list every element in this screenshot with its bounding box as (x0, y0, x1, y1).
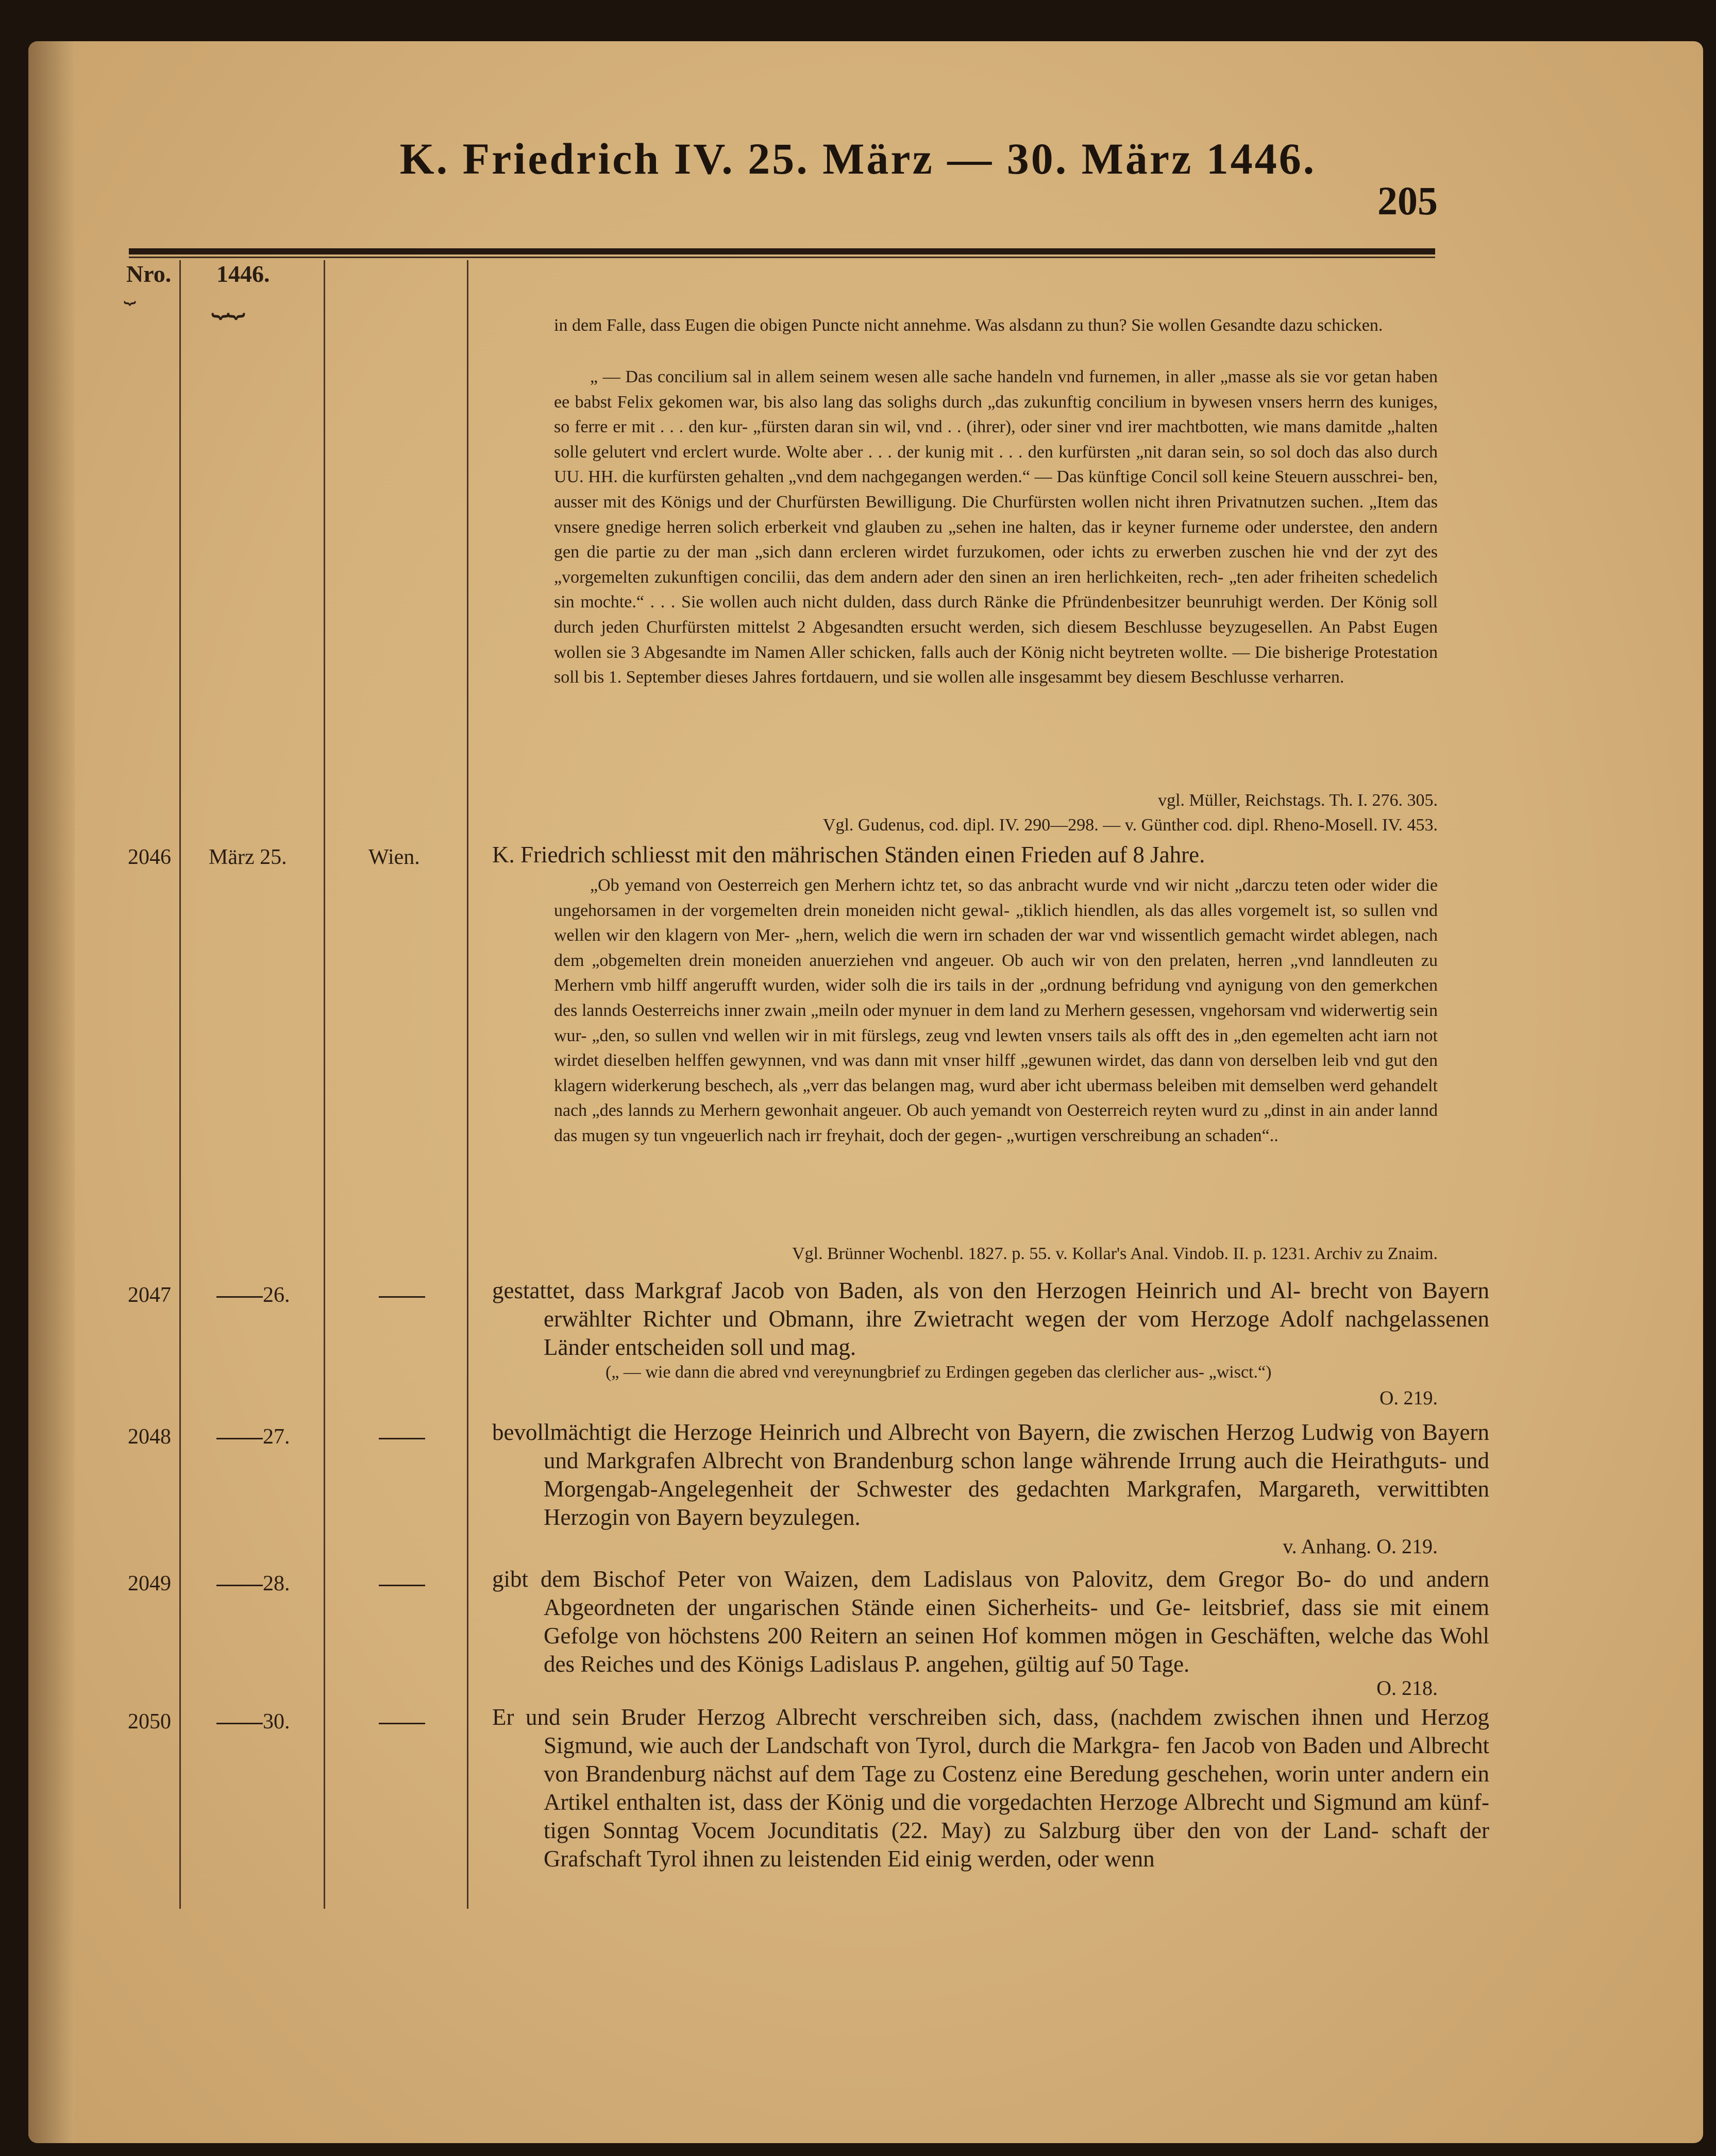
header-rule-thin (129, 257, 1435, 258)
running-title: K. Friedrich IV. 25. März — 30. März 1446. (399, 134, 1317, 183)
entry-quote: („ — wie dann die abred vnd vereynungbrief zu Erdingen gegeben das clerlicher aus- „wisct.“) (605, 1363, 1272, 1382)
entry-date: 30. (263, 1710, 290, 1734)
entry-date: 26. (263, 1283, 290, 1307)
entry-date-ditto (216, 1283, 290, 1308)
entry-date-ditto (216, 1424, 290, 1449)
entry-number: 2047 (128, 1283, 171, 1307)
entry-number: 2050 (128, 1710, 171, 1734)
continuation-ref-inline: vgl. Müller, Reichstags. Th. I. 276. 305. (1158, 791, 1438, 810)
entry-number: 2046 (128, 845, 171, 869)
year-column-header: 1446. (216, 261, 270, 287)
entry-reference: Vgl. Brünner Wochenbl. 1827. p. 55. v. Kollar's Anal. Vindob. II. p. 1231. Archiv zu Znaim. (792, 1244, 1438, 1263)
entry-quote: „Ob yemand von Oesterreich gen Merhern ichtz tet, so das anbracht wurde vnd wir nicht „darczu teten oder wider die ungehorsamen in der vorgemelten drein moneiden nicht gewal- „tiklich hiendlen, als das alles vorgemelt ist, so sullen vnd wellen wir den klagern von Mer- „hern, welich die wern irn schaden der war vnd wissentlich gemacht wirdet ablegen, nach dem „obgemelten drein moneiden anuerziehen vnd angeuer. Ob auch wir von den prelaten, herren „vnd lanndleuten zu Merhern vmb hilff angerufft wurden, wider solh die irs tails in der „ordnung befridung vnd aynigung von den gemerkchen des lannds Oesterreichs inner zwain „meiln oder mynuer in dem land zu Merhern gesessen, vngehorsam vnd widerwertig sein wur- „den, so sullen vnd wellen wir in mit fürslegs, zeug vnd lewten vnsers tails als offt des in „den egemelten acht iarn not wirdet dieselben helffen gewynnen, vnd was dann mit vnser hilff „gewunen wirdet, das dann von derselben leib vnd gut den klagern widerkerung beschech, als „verr das belangen mag, wurd aber icht ubermass beleiben mit demselben werd gehandelt nach „des lannds zu Merhern gewonhait angeuer. Ob auch yemandt von Oesterreich reyten wurd zu „dinst in ain ander lannd das mugen sy tun vngeuerlich nach irr freyhait, doch der gegen- „wurtigen verschreibung an schaden“.. (554, 876, 1438, 1145)
entry-summary: K. Friedrich schliesst mit den mährischen Ständen einen Frieden auf 8 Jahre. (492, 842, 1205, 868)
page-number: 205 (1377, 178, 1438, 223)
entry-summary: Er und sein Bruder Herzog Albrecht verschreiben sich, dass, (nachdem zwischen ihnen und Herzog Sigmund, wie auch der Landschaft von Tyrol, durch die Markgra- fen Jacob von Baden und Albrecht von Brandenburg nächst auf dem Tage zu Costenz eine Beredung geschehen, worin unter andern ein Artikel enthalten ist, dass der König und die vorgedachten Herzoge Albrecht und Sigmund am künf- tigen Sonntag Vocem Jocunditatis (22. May) zu Salzburg über den von der Land- schaft der Grafschaft Tyrol ihnen zu leistenden Eid einig werden, oder wenn (492, 1704, 1489, 1872)
nro-column-header: Nro. (126, 261, 172, 287)
entry-date: 27. (263, 1425, 290, 1449)
column-divider-2 (324, 260, 325, 1909)
entry-reference: v. Anhang. O. 219. (1283, 1535, 1438, 1558)
entry-date-ditto (216, 1709, 290, 1734)
entry-number: 2049 (128, 1572, 171, 1595)
continuation-text: in dem Falle, dass Eugen die obigen Puncte nicht annehme. Was alsdann zu thun? Sie wollen Gesandte dazu schicken. (554, 316, 1383, 335)
continuation-quote: „ — Das concilium sal in allem seinem wesen alle sache handeln vnd furnemen, in aller „masse als sie vor getan haben ee babst Felix gekomen war, bis also lang das solighs durch „das zukunftig concilium in bywesen vnsers herrn des kuniges, so ferre er mit . . . den kur- „fürsten daran sin wil, vnd . . (ihrer), oder siner vnd irer machtbotten, wie mans damitde „halten solle gelutert vnd erclert wurde. Wolte aber . . . der kunig mit . . . den kurfürsten „nit daran sein, so sol doch das also durch UU. HH. die kurfürsten gehalten „vnd dem nachgegangen werden.“ — Das künftige Concil soll keine Steuern ausschrei- ben, ausser mit des Königs und der Churfürsten Bewilligung. Die Churfürsten wollen nicht ihren Privatnutzen suchen. „Item das vnsere gnedige herren solich erberkeit vnd glauben zu „sehen ine halten, das ir keyner furneme oder understee, den andern gen die partie zu der man „sich dann ercleren wirdet furzukomen, oder ichts zu erwerben zuschen hie vnd der zyt des „vorgemelten zukunftigen concilii, das dem andern ader den sinen an iren herlichkeiten, rech- „ten ader friheiten schedelich sin mochte.“ . . . Sie wollen auch nicht dulden, dass durch Ränke die Pfründenbesitzer beunruhigt werden. Der König soll durch jeden Churfürsten mittelst 2 Abgesandten ersucht werden, sich diesem Beschlusse beyzugesellen. An Pabst Eugen wollen sie 3 Abgesandte im Namen Aller schicken, falls auch der König nicht beytreten wollte. — Die bisherige Protestation soll bis 1. September dieses Jahres fortdauern, und sie wollen alle insgesammt bey diesem Beschlusse verharren. (554, 367, 1438, 687)
entry-date: März 25. (209, 845, 287, 869)
continuation-ref: Vgl. Gudenus, cod. dipl. IV. 290—298. — v. Günther cod. dipl. Rheno-Mosell. IV. 453. (822, 816, 1438, 835)
nro-brace: ⏟ (124, 281, 136, 304)
entry-reference: O. 218. (1376, 1676, 1438, 1700)
entry-place-ditto (379, 1571, 425, 1596)
column-divider-3 (467, 260, 468, 1909)
entry-number: 2048 (128, 1425, 171, 1449)
entry-summary: gibt dem Bischof Peter von Waizen, dem Ladislaus von Palovitz, dem Gregor Bo- do und andern Abgeordneten der ungarischen Stände einen Sicherheits- und Ge- leitsbrief, dass sie mit einem Gefolge von höchstens 200 Reitern an seinen Hof kommen mögen in Geschäften, welche das Wohl des Reiches und des Königs Ladislaus P. angehen, gültig auf 50 Tage. (492, 1566, 1489, 1677)
entry-place: Wien. (368, 845, 420, 869)
entry-summary: bevollmächtigt die Herzoge Heinrich und Albrecht von Bayern, die zwischen Herzog Ludwig von Bayern und Markgrafen Albrecht von Brandenburg schon lange währende Irrung auch die Heirathguts- und Morgengab-Angelegenheit der Schwester des gedachten Markgrafen, Margareth, verwittibten Herzogin von Bayern beyzulegen. (492, 1419, 1489, 1530)
entry-place-ditto (379, 1283, 425, 1308)
entry-reference: O. 219. (1379, 1387, 1438, 1409)
column-divider-1 (179, 260, 181, 1909)
year-brace: ⏟⏟ (211, 282, 242, 318)
entry-place-ditto (379, 1424, 425, 1449)
page-gutter-shadow (28, 41, 75, 2143)
entry-date: 28. (263, 1572, 290, 1595)
entry-date-ditto (216, 1571, 290, 1596)
entry-summary: gestattet, dass Markgraf Jacob von Baden, als von den Herzogen Heinrich und Al- brecht von Bayern erwählter Richter und Obmann, ihre Zwietracht wegen der vom Herzoge Adolf nachgelassenen Länder entscheiden soll und mag. (492, 1278, 1489, 1360)
entry-place-ditto (379, 1709, 425, 1734)
header-rule-thick (129, 248, 1435, 254)
